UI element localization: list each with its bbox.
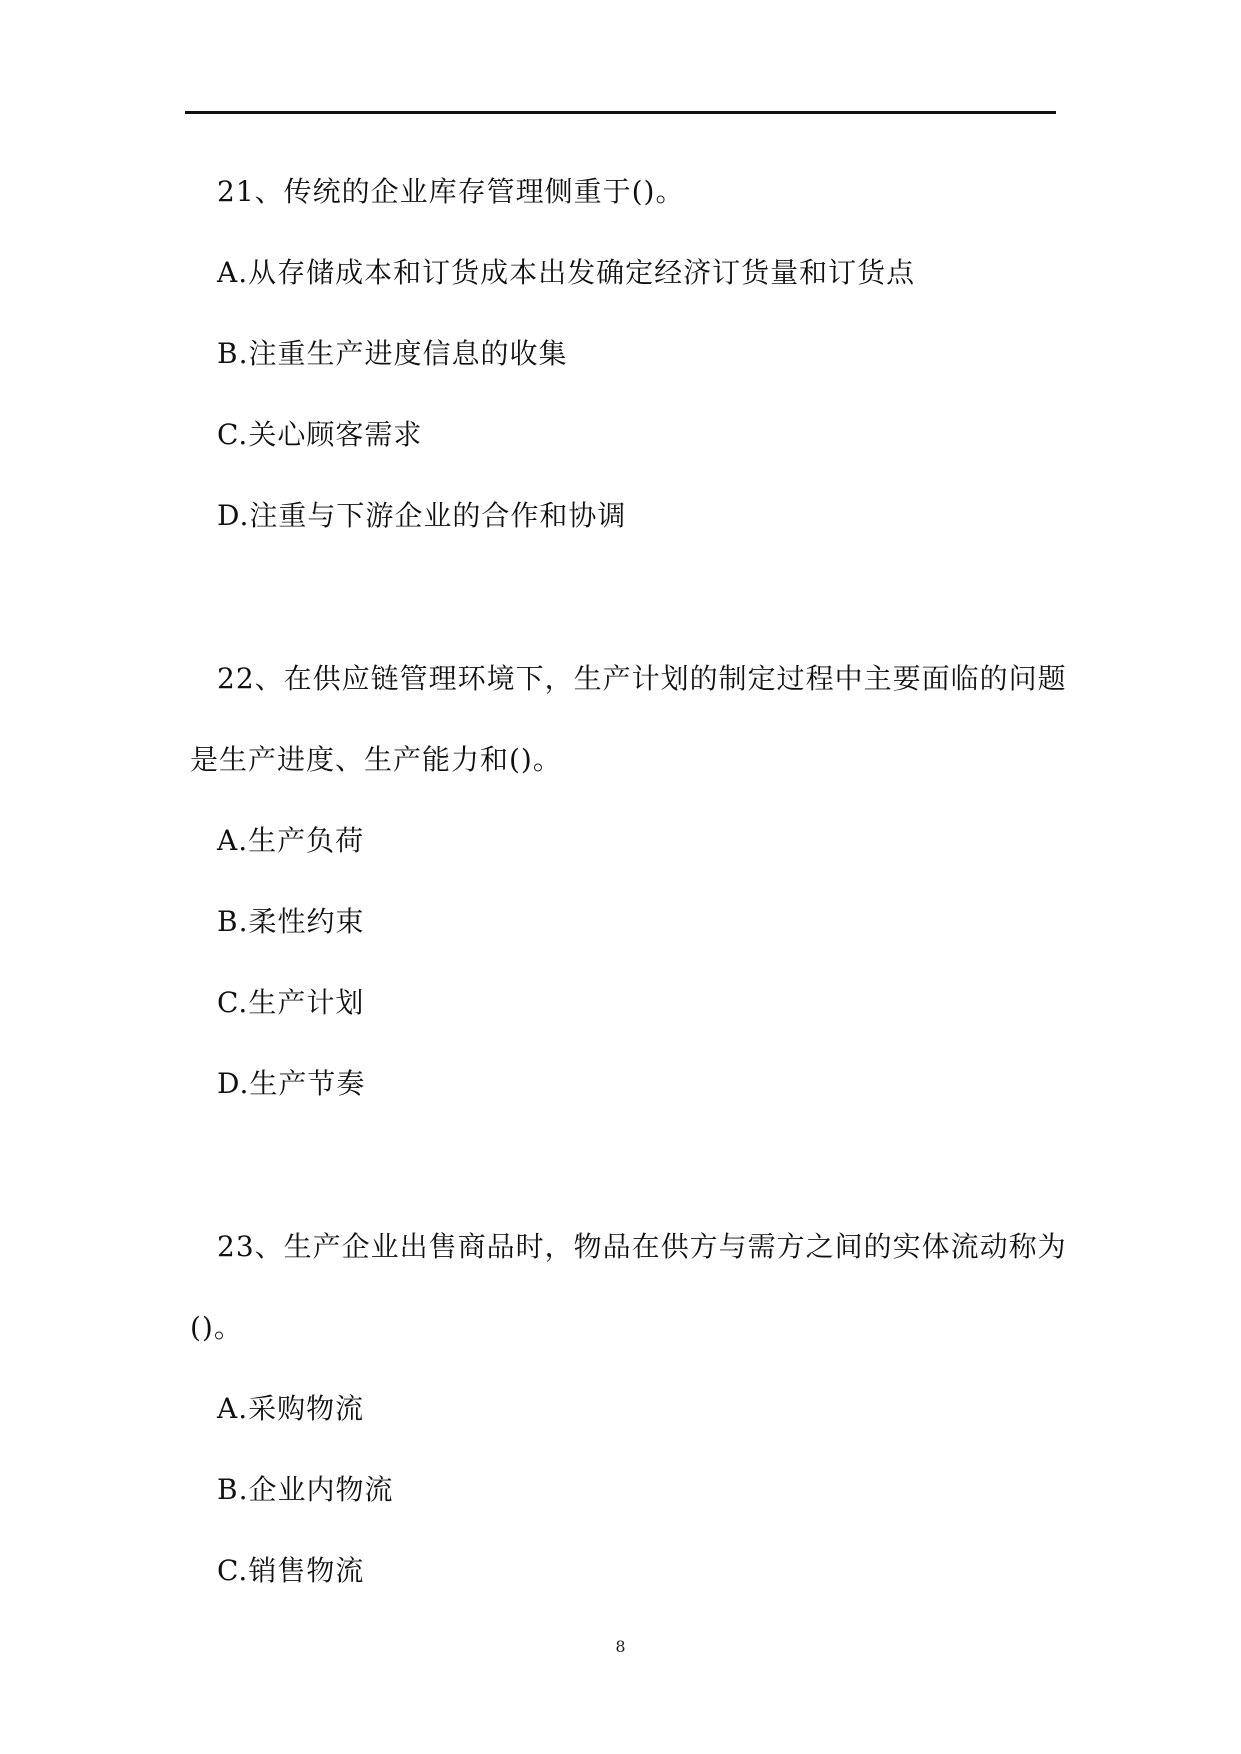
question-22-option-a: A.生产负荷 <box>217 824 365 857</box>
question-23-option-a: A.采购物流 <box>217 1392 365 1425</box>
question-23-option-c: C.销售物流 <box>217 1554 365 1587</box>
page-number: 8 <box>615 1637 626 1656</box>
question-23-stem-line-2: ()。 <box>190 1311 243 1344</box>
question-21-option-a: A.从存储成本和订货成本出发确定经济订货量和订货点 <box>217 256 916 289</box>
question-21-option-d: D.注重与下游企业的合作和协调 <box>217 499 627 532</box>
question-22-stem-line-1: 22、在供应链管理环境下，生产计划的制定过程中主要面临的问题 <box>217 662 1067 695</box>
question-22-option-c: C.生产计划 <box>217 986 365 1019</box>
question-23-option-b: B.企业内物流 <box>217 1473 394 1506</box>
question-21-option-b: B.注重生产进度信息的收集 <box>217 337 568 370</box>
question-22-option-b: B.柔性约束 <box>217 905 365 938</box>
question-23-stem-line-1: 23、生产企业出售商品时，物品在供方与需方之间的实体流动称为 <box>217 1230 1067 1263</box>
question-21-option-c: C.关心顾客需求 <box>217 418 423 451</box>
question-22-option-d: D.生产节奏 <box>217 1067 366 1100</box>
header-rule <box>185 111 1056 114</box>
question-22-stem-line-2: 是生产进度、生产能力和()。 <box>190 743 562 776</box>
question-21-stem: 21、传统的企业库存管理侧重于()。 <box>217 175 685 208</box>
